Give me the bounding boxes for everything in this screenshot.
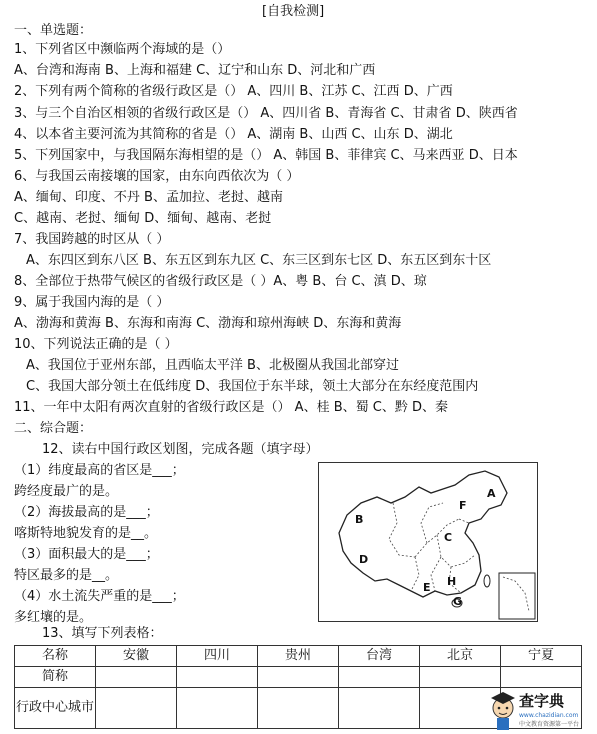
question-line: C、我国大部分领土在低纬度 D、我国位于东半球，领土大部分在东经度范围内 [26,379,479,394]
table-cell-blank[interactable] [258,667,339,688]
chazidian-logo [489,680,589,732]
map-label-a: A [487,487,496,500]
question-line: 7、我国跨越的时区从（ ） [14,232,170,247]
province-boundaries [389,503,475,593]
map-label-c: C [444,531,453,544]
question-line: 5、下列国家中，与我国隔东海相望的是（） A、韩国 B、菲律宾 C、马来西亚 D、日本 [14,148,518,163]
province-taiwan: 台湾 [339,646,420,667]
map-label-h: H [447,575,457,588]
page-title: [自我检测] [262,4,325,19]
question-13-prompt: 13、填写下列表格： [42,626,163,641]
province-sichuan: 四川 [177,646,258,667]
province-ningxia: 宁夏 [501,646,582,667]
q12-line: （3）面积最大的是___； [14,547,159,562]
q12-line: （4）水土流失严重的是___； [14,589,185,604]
province-anhui: 安徽 [96,646,177,667]
logo-sub-text: 中文教育资源第一平台 [519,721,580,728]
table-cell-blank[interactable] [339,667,420,688]
row-header-capital: 行政中心城市 [15,688,96,729]
question-line: 2、下列有两个简称的省级行政区是（） A、四川 B、江苏 C、江西 D、广西 [14,84,453,99]
logo-url-text: www.chazidian.com [519,712,579,719]
map-label-d: D [359,553,369,566]
question-line: 3、与三个自治区相领的省级行政区是（） A、四川省 B、青海省 C、甘肃省 D、陕西省 [14,106,518,121]
question-line: A、渤海和黄海 B、东海和南海 C、渤海和琼州海峡 D、东海和黄海 [14,316,402,331]
question-line: 6、与我国云南接壤的国家，由东向西依次为（ ） [14,169,300,184]
question-line: A、我国位于亚州东部，且西临太平洋 B、北极圈从我国北部穿过 [26,358,399,373]
china-map-drawing [319,463,537,621]
section-heading-comprehensive: 二、综合题： [14,421,93,436]
map-label-f: F [459,499,467,512]
table-row [15,646,582,667]
table-cell-blank[interactable] [339,688,420,729]
table-cell-blank[interactable] [96,688,177,729]
table-cell-blank[interactable] [177,667,258,688]
table-cell-blank[interactable] [96,667,177,688]
map-label-g: G [453,595,463,608]
map-label-e: E [423,581,431,594]
table-cell-blank[interactable] [177,688,258,729]
china-outline [339,471,507,597]
logo-main-text: 查字典 [519,692,565,710]
table-cell-blank[interactable] [258,688,339,729]
question-line: 4、以本省主要河流为其简称的省是（） A、湖南 B、山西 C、山东 D、湖北 [14,127,453,142]
question-line: A、台湾和海南 B、上海和福建 C、辽宁和山东 D、河北和广西 [14,63,376,78]
china-map [318,462,538,622]
map-label-b: B [355,513,364,526]
row-header-abbreviation: 简称 [15,667,96,688]
row-header-name: 名称 [15,646,96,667]
taiwan-island [484,575,490,587]
south-china-sea-inset [499,573,535,619]
province-beijing: 北京 [420,646,501,667]
question-line: 11、一年中太阳有两次直射的省级行政区是（） A、桂 B、蜀 C、黔 D、秦 [14,400,448,415]
question-line: 10、下列说法正确的是（ ） [14,337,178,352]
province-guizhou: 贵州 [258,646,339,667]
question-line: 9、属于我国内海的是（ ） [14,295,170,310]
q12-line: （1）纬度最高的省区是___； [14,463,185,478]
question-line: 1、下列省区中濒临两个海域的是（） [14,42,231,57]
question-line: C、越南、老挝、缅甸 D、缅甸、越南、老挝 [14,211,272,226]
q12-line: （2）海拔最高的是___； [14,505,159,520]
q12-line: 喀斯特地貌发育的是__。 [14,526,158,541]
question-line: A、东四区到东八区 B、东五区到东九区 C、东三区到东七区 D、东五区到东十区 [26,253,492,268]
question-12-prompt: 12、读右中国行政区划图，完成各题（填字母） [42,442,319,457]
question-line: 8、全部位于热带气候区的省级行政区是（ ）A、粤 B、台 C、滇 D、琼 [14,274,427,289]
q12-line: 多红壤的是。 [14,610,93,625]
q12-line: 特区最多的是__。 [14,568,119,583]
question-line: A、缅甸、印度、不丹 B、孟加拉、老挝、越南 [14,190,283,205]
q12-line: 跨经度最广的是。 [14,484,119,499]
section-heading-single-choice: 一、单选题： [14,23,93,38]
